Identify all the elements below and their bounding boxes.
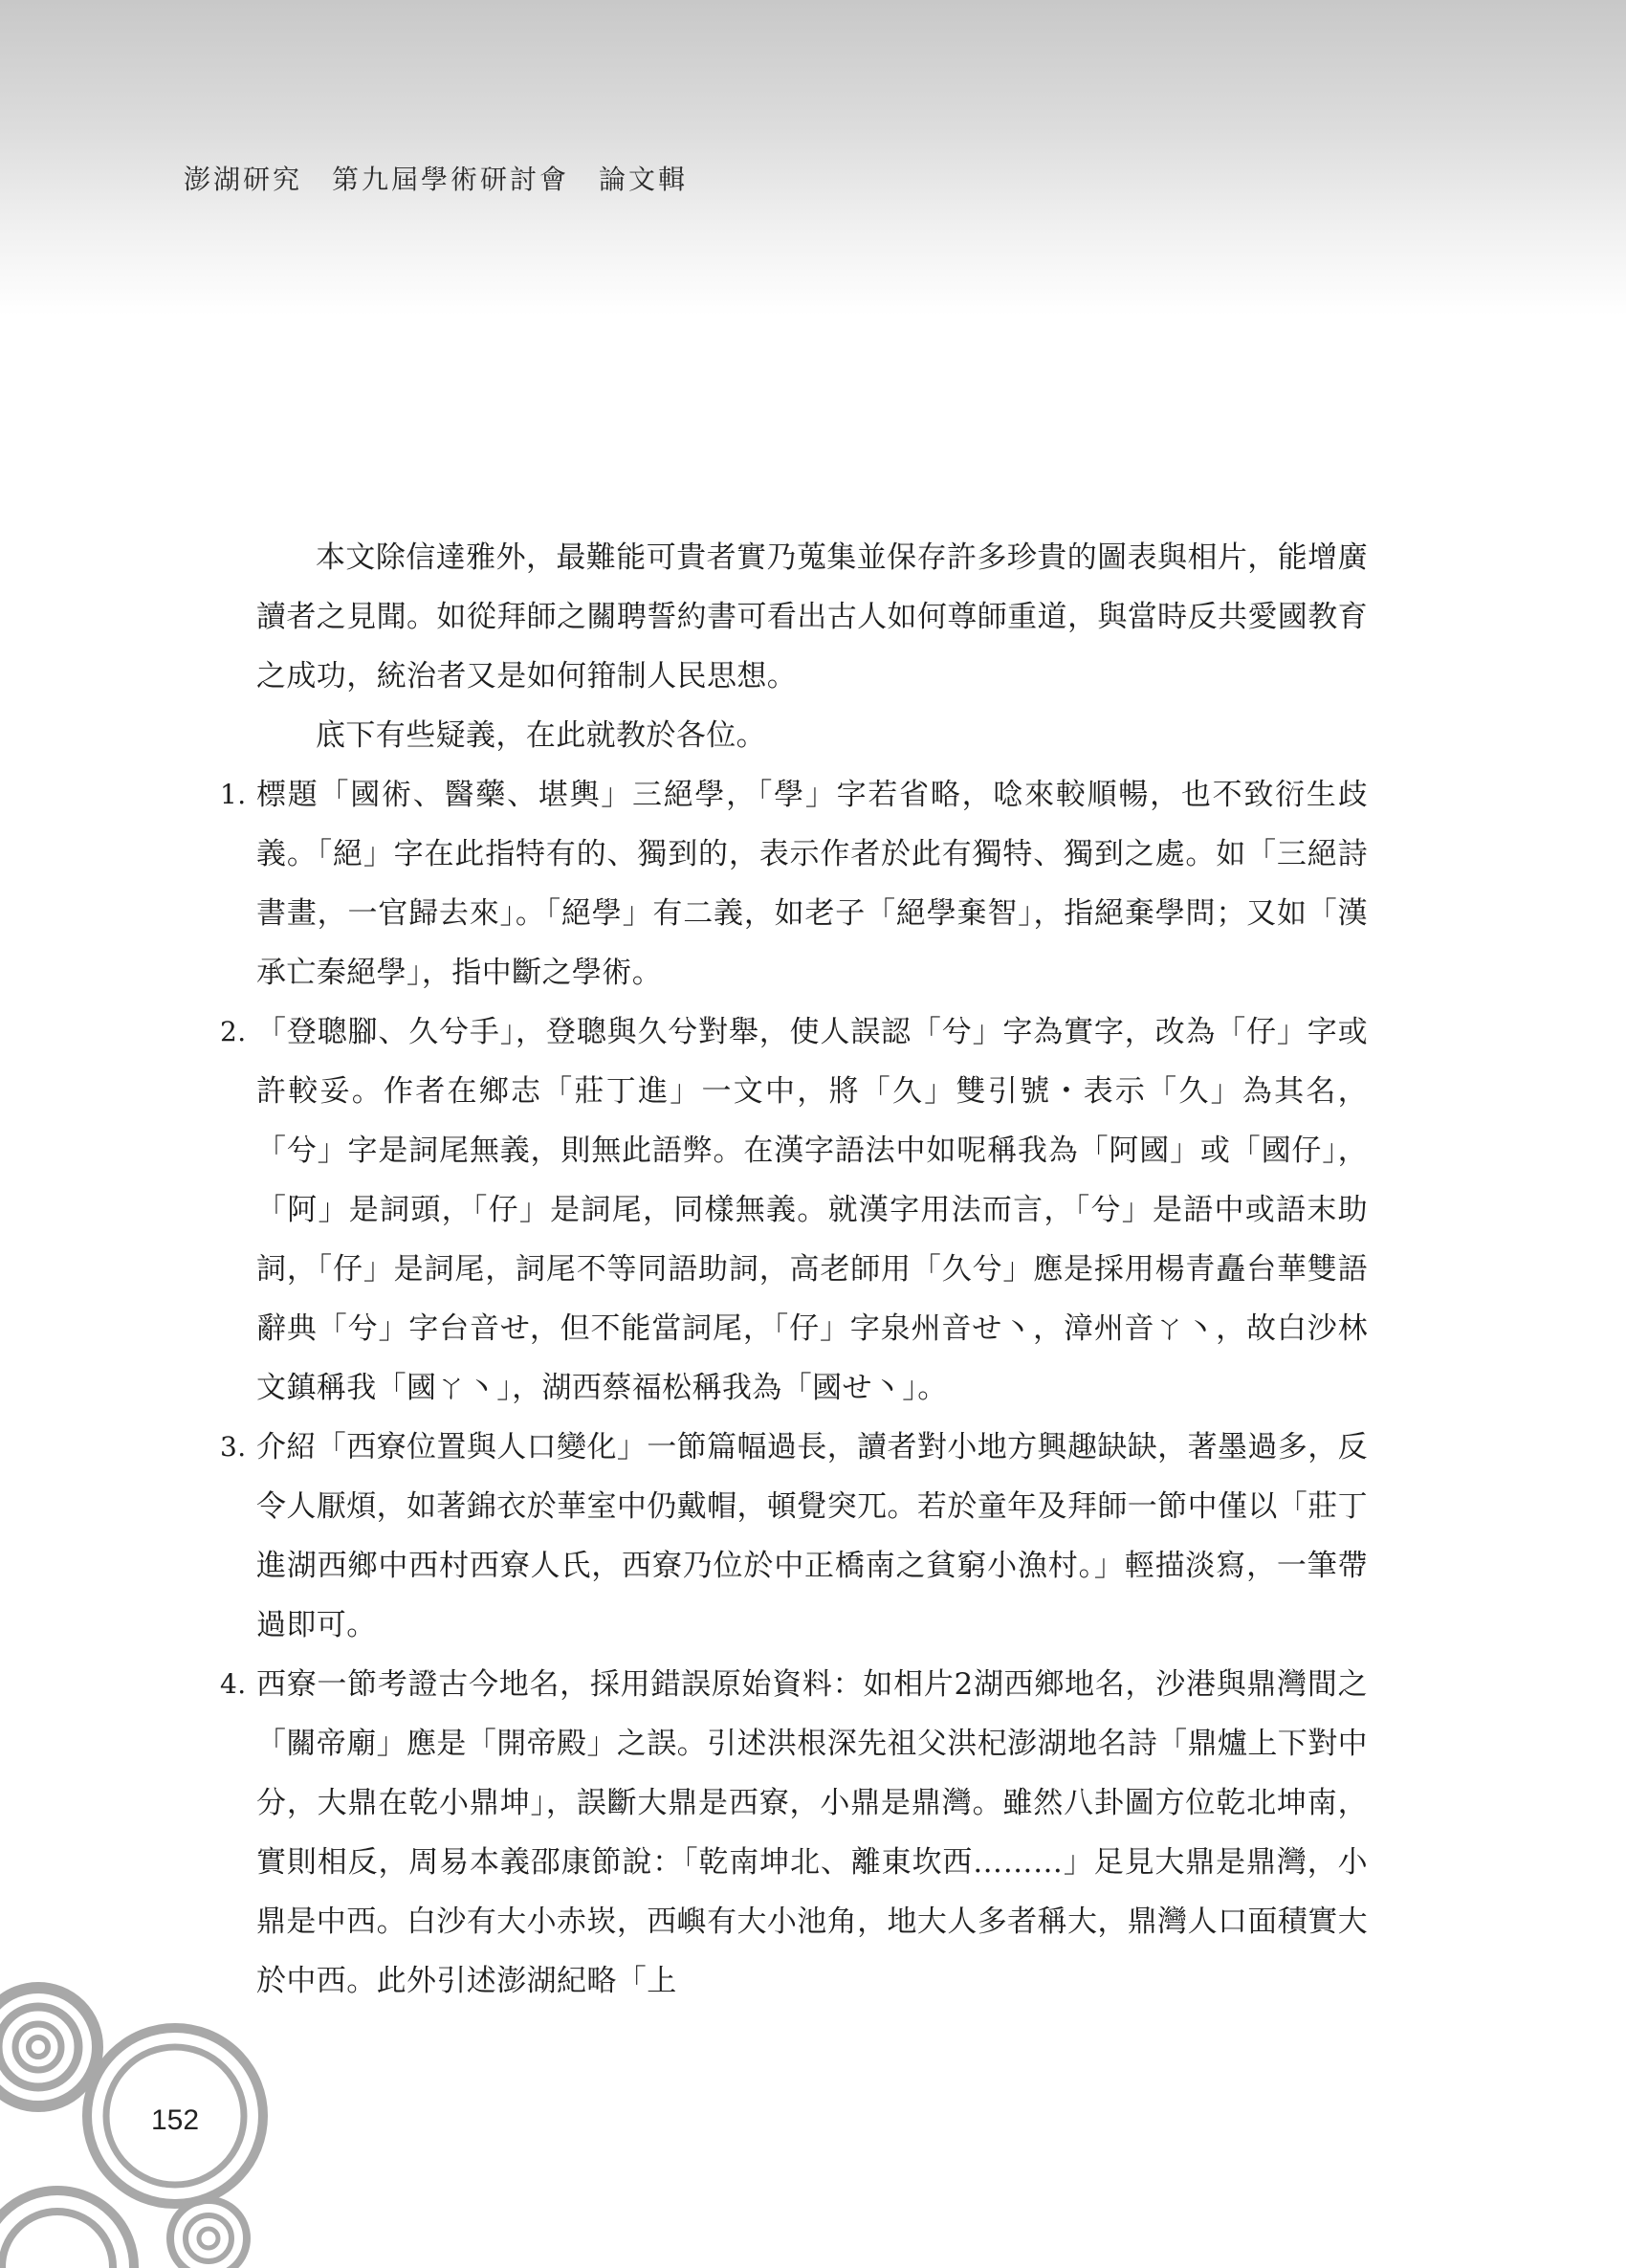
list-item [220,1002,1368,1418]
list-item-text: 「登聰腳、久兮手」，登聰與久兮對舉，使人誤認「兮」字為實字，改為「仔」字或許較妥。作者在鄉志「莊丁進」一文中，將「久」雙引號・表示「久」為其名，「兮」字是詞尾無義，則無此語弊。在漢字語法中如呢稱我為「阿國」或「國仔」，「阿」是詞頭，「仔」是詞尾，同樣無義。就漢字用法而言，「兮」是語中或語末助詞，「仔」是詞尾，詞尾不等同語助詞，高老師用「久兮」應是採用楊青矗台華雙語辭典「兮」字台音せ，但不能當詞尾，「仔」字泉州音せ丶，漳州音ㄚ丶，故白沙林文鎮稱我「國ㄚ丶」，湖西蔡福松稱我為「國せ丶」。 [256,1015,1368,1405]
header-band [0,0,1626,316]
running-head: 澎湖研究 第九屆學術研討會 論文輯 [184,164,689,195]
paragraph: 底下有些疑義，在此就教於各位。 [316,718,766,753]
page-number: 152 [150,2104,200,2136]
list-item [220,1655,1368,2011]
list-item-number: 2. [220,1016,247,1047]
list-item-text: 標題「國術、醫藥、堪輿」三絕學，「學」字若省略，唸來較順暢，也不致衍生歧義。「絕」字在此指特有的、獨到的，表示作者於此有獨特、獨到之處。如「三絕詩書畫，一官歸去來」。「絕學」有二義，如老子「絕學棄智」，指絕棄學問；又如「漢承亡秦絕學」，指中斷之學術。 [256,778,1368,990]
paragraph: 本文除信達雅外，最難能可貴者實乃蒐集並保存許多珍貴的圖表與相片，能增廣讀者之見聞。如從拜師之關聘誓約書可看出古人如何尊師重道，與當時反共愛國教育之成功，統治者又是如何箝制人民思想。 [256,540,1368,694]
list-item-number: 1. [220,779,247,810]
article-body [220,528,1368,2011]
list-item [220,1418,1368,1655]
list-item-text: 西寮一節考證古今地名，採用錯誤原始資料：如相片2湖西鄉地名，沙港與鼎灣間之「關帝廟」應是「開帝殿」之誤。引述洪根深先祖父洪杞澎湖地名詩「鼎爐上下對中分，大鼎在乾小鼎坤」，誤斷大鼎是西寮，小鼎是鼎灣。雖然八卦圖方位乾北坤南，實則相反，周易本義邵康節說：「乾南坤北、離東坎西………」足見大鼎是鼎灣，小鼎是中西。白沙有大小赤崁，西嶼有大小池角，地大人多者稱大，鼎灣人口面積實大於中西。此外引述澎湖紀略「上 [256,1667,1368,1998]
list-item-text: 介紹「西寮位置與人口變化」一節篇幅過長，讀者對小地方興趣缺缺，著墨過多，反令人厭煩，如著錦衣於華室中仍戴帽，頓覺突兀。若於童年及拜師一節中僅以「莊丁進湖西鄉中西村西寮人氏，西寮乃位於中正橋南之貧窮小漁村。」輕描淡寫，一筆帶過即可。 [256,1430,1368,1642]
list-item [220,765,1368,1002]
list-item-number: 4. [220,1668,247,1700]
numbered-list [220,765,1368,2011]
list-item-number: 3. [220,1431,247,1463]
